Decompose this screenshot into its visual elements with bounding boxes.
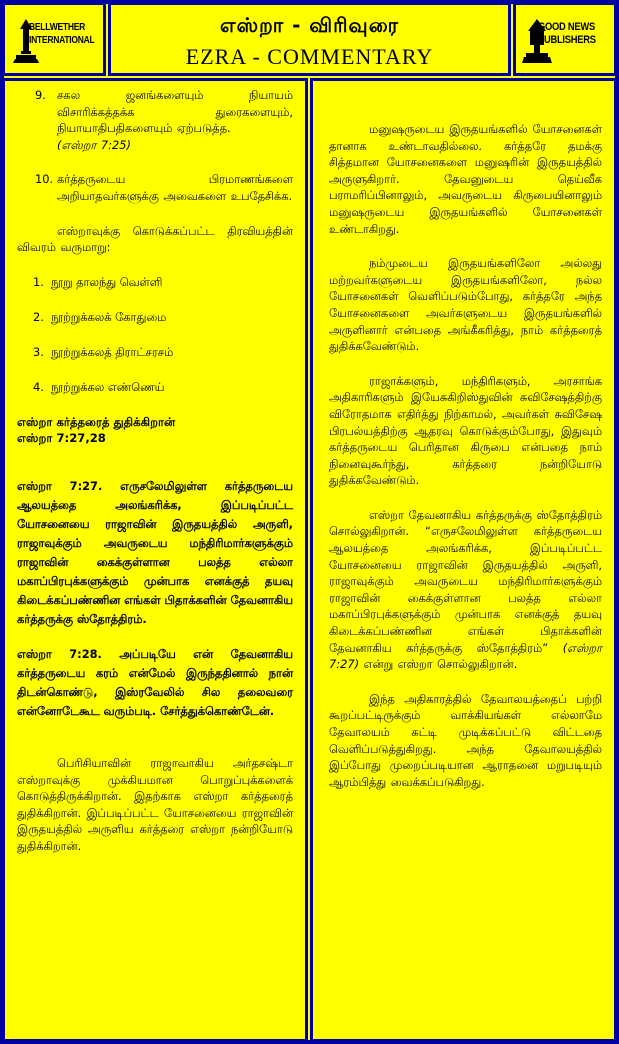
title-english: EZRA - COMMENTARY — [185, 44, 434, 69]
list-item-10: 10. கர்த்தருடைய பிரமாணங்களை அறியாதவர்களுக்கு அவைகளை உபதேசிக்க. — [35, 172, 293, 203]
paragraph-3: ராஜாக்களும், மந்திரிகளும், அரசாங்க அதிகாரிகளும் இயேசுகிறிஸ்துவின் சுவிசேஷத்திற்கு விரோதமாக எதிர்த்து நிற்காமல், அவர்கள் சுவிசேஷ பிரபல்யத்திற்கு ஆதரவு கொடுக்கும்போது, இதுவும் கர்த்தருடைய பெரிதான கிருபை என்பதை நாம் நினைவுகூர்ந்து, கர்த்தரை நன்றியோடு துதிக்கவேண்டும். — [329, 373, 602, 488]
header-logo-right — [513, 2, 617, 76]
list-item: 2. நூற்றுக்கலக் கோதுமை — [33, 309, 167, 324]
good-news-logo-text: GOOD NEWS PUBLISHERS — [538, 21, 596, 46]
paragraph-2: நம்முடைய இருதயங்களிலோ அல்லது மற்றவர்களுடைய இருதயங்களிலோ, நல்ல யோசனைகள் வெளிப்படும்போது, கர்த்தரே அந்த யோசனைகளை அவர்களுடைய இருதயங்களில் அருளினார் என்பதை அங்கீகரித்து, நாம் கர்த்தரைத் துதிக்கவேண்டும். — [329, 256, 602, 354]
paragraph-4: எஸ்றா தேவனாகிய கர்த்தருக்கு ஸ்தோத்திரம் சொல்லுகிறான். “எருசலேமிலுள்ள கர்த்தருடைய ஆலயத்தை அலங்கரிக்க, இப்படிப்பட்ட யோசனையை ராஜாவின் இருதயத்தில் அருளி, ராஜாவுக்கும் அவருடைய மந்திரிமார்களுக்கும் ராஜாவின் கைக்குள்ளான பலத்த எல்லா மகாப்பிரபுக்களுக்கும் முன்பாக எனக்குத் தயவு கிடைக்கப்பண்ணின எங்கள் பிதாக்களின் தேவனாகிய கர்த்தருக்கு ஸ்தோத்திரம்” (எஸ்றா 7:27) என்று எஸ்றா சொல்லுகிறான். — [329, 507, 603, 672]
closing-paragraph: பெரிசியாவின் ராஜாவாகிய அர்தசஷ்டா எஸ்றாவுக்கு முக்கியமான பொறுப்புக்களைக் கொடுத்திருக்கிறான். இதற்காக எஸ்றா கர்த்தரைத் துதிக்கிறான். இப்படிப்பட்ட யோசனையை ராஜாவின் இருதயத்தில் அருளிய கர்த்தரை எஸ்றா நன்றியோடு துதிக்கிறான். — [17, 755, 293, 853]
header-logo-left — [2, 2, 106, 76]
verse-7-27: எஸ்றா 7:27. எருசலேமிலுள்ள கர்த்தருடைய ஆலயத்தை அலங்கரிக்க, இப்படிப்பட்ட யோசனையை ராஜாவின் இருதயத்தில் அருளி, ராஜாவுக்கும் அவருடைய மந்திரிமார்களுக்கும் ராஜாவின் கைக்குள்ளான பலத்த எல்லா மகாப்பிரபுக்களுக்கும் முன்பாக எனக்குத் தயவு கிடைக்கப்பண்ணின எங்கள் பிதாக்களின் தேவனாகிய கர்த்தருக்கு ஸ்தோத்திரம். — [17, 478, 293, 626]
left-column — [2, 78, 308, 1042]
offering-list — [17, 274, 293, 395]
verse-7-28: எஸ்றா 7:28. அப்படியே என் தேவனாகிய கர்த்தருடைய கரம் என்மேல் இருந்ததினால் நான் திடன்கொண்டு, இஸ்ரவேலில் சில தலைவரை என்னோடேகூட வரும்படி. சேர்த்துக்கொண்டேன். — [17, 646, 293, 718]
right-column — [310, 78, 617, 1042]
intro-paragraph: எஸ்றாவுக்கு கொடுக்கப்பட்ட திரவியத்தின் விவரம் வருமாறு: — [17, 223, 293, 255]
paragraph-5: இந்த அதிகாரத்தில் தேவாலயத்தைப் பற்றி கூறப்பட்டிருக்கும் வாக்கியங்கள் எல்லாமே தேவாலயம் கட்டி முடிக்கப்பட்டு விட்டதை வெளிப்படுத்துகிறது. அந்த தேவாலயத்தில் இப்போது முறைப்படியான ஆராதனை மறுபடியும் ஆரம்பித்து வைக்கப்படுகிறது. — [329, 691, 602, 789]
list-item: 1. நூறு தாலந்து வெள்ளி — [33, 274, 163, 289]
list-item-9: 9. சகல ஜனங்களையும் நியாயம் விசாரிக்கத்தக்க துரைகளையும், நியாயாதிபதிகளையும் ஏற்படுத்த. (எஸ்றா 7:25) — [35, 88, 293, 152]
item-10-text: கர்த்தருடைய பிரமாணங்களை அறியாதவர்களுக்கு அவைகளை உபதேசிக்க. — [57, 172, 293, 203]
section-heading: எஸ்றா கர்த்தரைத் துதிக்கிறான் எஸ்றா 7:27,28 — [17, 414, 176, 446]
item-9-ref: (எஸ்றா 7:25) — [57, 137, 131, 152]
paragraph-1: மனுஷருடைய இருதயங்களில் யோசனைகள் தானாக உண்டாவதில்லை. கர்த்தரே தமக்கு சித்தமான யோசனைகளை மனுஷரின் இருதயத்தில் அருளுகிறார். தேவனுடைய தெய்வீக பராமரிப்பினாலும், அவருடைய கிருபையினாலும் மனுஷருடைய இருதயங்களில் யோசனைகள் உண்டாகிறது. — [329, 122, 602, 236]
title-tamil: எஸ்றா - விரிவுரை — [220, 13, 399, 37]
paragraph-4-ref: (எஸ்றா 7:27) — [329, 640, 603, 672]
bellwether-logo-text: BELLWETHER INTERNATIONAL — [29, 22, 95, 46]
header-title-box — [108, 2, 511, 76]
item-9-text: சகல ஜனங்களையும் நியாயம் விசாரிக்கத்தக்க துரைகளையும், நியாயாதிபதிகளையும் ஏற்படுத்த. — [57, 88, 293, 136]
list-item: 3. நூற்றுக்கலத் திராட்சரசம் — [33, 344, 174, 359]
list-item: 4. நூற்றுக்கல எண்ணெய் — [33, 379, 165, 394]
